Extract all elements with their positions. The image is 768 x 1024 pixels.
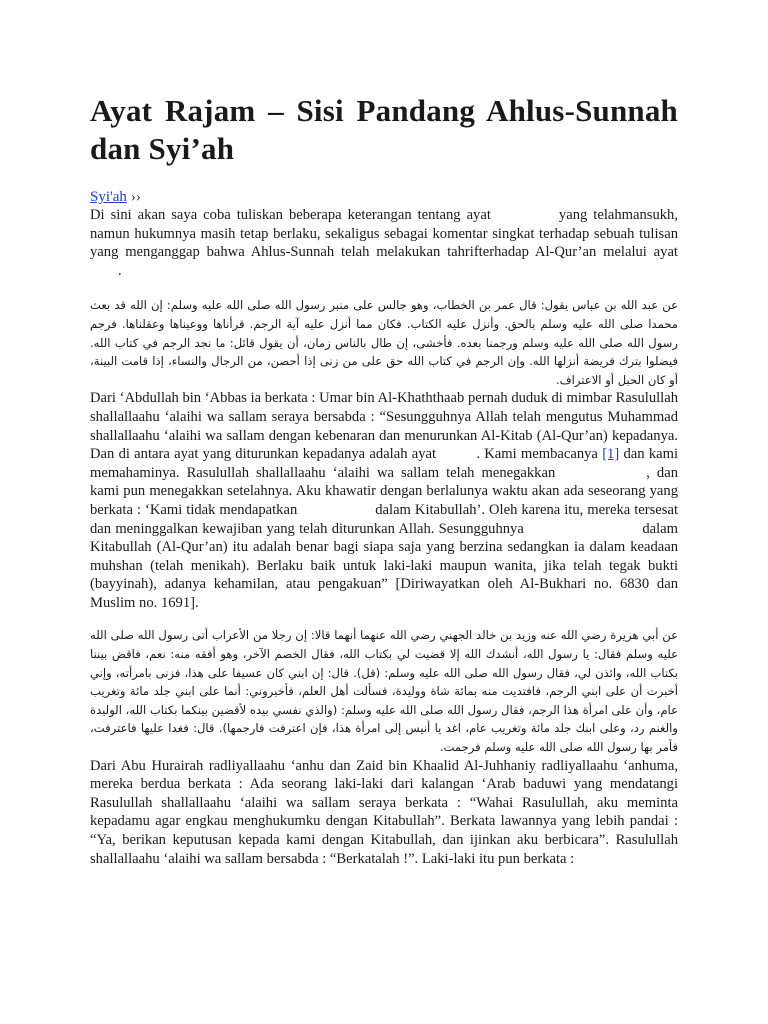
intro-paragraph	[90, 206, 678, 280]
breadcrumb	[90, 188, 678, 206]
hadith1-text-a: Dari ‘Abdullah bin ‘Abbas ia berkata : Umar bin Al-Khaththaab pernah duduk di mimbar Rasulullah shallallaahu ‘alaihi wa sallam seraya bersabda : “Sesungguhnya Allah telah mengutus Muhammad shallallaahu ‘alaihi wa sallam dengan kebenaran dan menurunkan Al-Kitab (Al-Qur’an) kepadanya. Dan di antara ayat yang diturunkan kepadanya adalah ayat	[90, 390, 678, 463]
article	[90, 92, 678, 868]
hadith1-text-e: dalam Kitabullah’. Oleh karena itu, mereka tersesat dan meninggalkan kewajiban yang telah diturunkan Allah. Sesungguhnya	[90, 501, 678, 537]
intro-text-b: yang telahmansukh, namun hukumnya masih tetap berlaku, sekaligus sebagai komentar singkat terhadap sebuah tulisan yang menganggap bahwa Ahlus-Sunnah telah melakukan tahrifterhadap Al-Qur’an melalui ayat	[90, 207, 678, 261]
arabic-hadith-1: عن عبد الله بن عباس يقول: قال عمر بن الخطاب، وهو جالس على منبر رسول الله صلى الله عليه وسلم: إن الله قد بعث محمدا صلى الله عليه وسلم بالحق. وأنزل عليه الكتاب. فكان مما أنزل عليه آية الرجم. قرأناها ووعيناها وعقلناها. فرجم رسول الله صلى الله عليه وسلم ورجمنا بعده. فأخشى، إن طال بالناس زمان، أن يقول قائل: ما نجد الرجم في كتاب الله. فيضلوا بترك فريضة أنزلها الله. وإن الرجم في كتاب الله حق على من زنى إذا أحصن، من الرجال والنساء، إذا قامت البينة، أو كان الحبل أو الاعتراف.	[90, 298, 678, 387]
hadith1-text-b: . Kami membacanya	[476, 446, 598, 463]
intro-text-c: .	[118, 262, 122, 279]
hadith1-text-f: dalam Kitabullah (Al-Qur’an) itu adalah benar bagi siapa saja yang berzina sedangkan ia dalam keadaan muhshan (telah menikah). Berlaku baik untuk laki-laki maupun wanita, jika telah tegak bukti (bayyinah), adanya kehamilan, atau pengakuan” [Diriwayatkan oleh Al-Bukhari no. 6830 dan Muslim no. 1691].	[90, 520, 678, 611]
hadith1-text-d: , dan kami pun menegakkan setelahnya. Aku khawatir dengan berlalunya waktu akan ada seseorang yang berkata : ‘Kami tidak mendapatkan	[90, 464, 678, 518]
page-title: Ayat Rajam – Sisi Pandang Ahlus-Sunnah dan Syi’ah	[90, 93, 678, 166]
footnote-link[interactable]: [1]	[602, 446, 620, 463]
category-link[interactable]: Syi'ah	[90, 189, 127, 205]
hadith-2-translation: Dari Abu Hurairah radliyallaahu ‘anhu dan Zaid bin Khaalid Al-Juhhaniy radliyallaahu ‘anhuma, mereka berdua berkata : Ada seorang laki-laki dari kalangan ‘Arab baduwi yang mendatangi Rasulullah shallallaahu ‘alaihi wa sallam seraya berkata : “Wahai Rasulullah, aku meminta kepadamu agar engkau menghukumku dengan Kitabullah”. Berkata lawannya yang lebih pandai : “Ya, berikan keputusan kepada kami dengan Kitabullah, dan ijinkan aku berbicara”. Rasulullah shallallaahu ‘alaihi wa sallam bersabda : “Berkatalah !”. Laki-laki itu pun berkata :	[90, 757, 678, 867]
intro-text-a: Di sini akan saya coba tuliskan beberapa keterangan tentang ayat	[90, 207, 491, 223]
hadith-1-translation	[90, 389, 678, 612]
arabic-hadith-2: عن أبي هريرة رضي الله عنه وزيد بن خالد الجهني رضي الله عنهما أنهما قالا: إن رجلا من الأعراب أتى رسول الله صلى الله عليه وسلم فقال: يا رسول الله، أنشدك الله إلا قضيت لي بكتاب الله، فقال الخصم الآخر، وهو أفقه منه: نعم، فاقض بيننا بكتاب الله، وائذن لي، فقال رسول الله صلى الله عليه وسلم: (قل). قال: إن ابني كان عسيفا على هذا، فزنى بامرأته، وإني أخبرت أن على ابني الرجم، فافتديت منه بمائة شاة ووليدة، فسألت أهل العلم، فأخبروني: أنما على ابني جلد مائة وتغريب عام، وأن على امرأة هذا الرجم، فقال رسول الله صلى الله عليه وسلم: (والذي نفسي بيده لأقضين بينكما بكتاب الله، الوليدة والغنم رد، وعلى ابنك جلد مائة وتغريب عام، اغد يا أنيس إلى امرأة هذا، فإن اعترفت فارجمها). قال: فغدا عليها فاعترفت، فأمر بها رسول الله صلى الله عليه وسلم فرجمت.	[90, 628, 678, 755]
hadith1-text-c: dan kami memahaminya. Rasulullah shallallaahu ‘alaihi wa sallam telah menegakkan	[90, 446, 678, 481]
breadcrumb-separator: ››	[130, 189, 141, 205]
